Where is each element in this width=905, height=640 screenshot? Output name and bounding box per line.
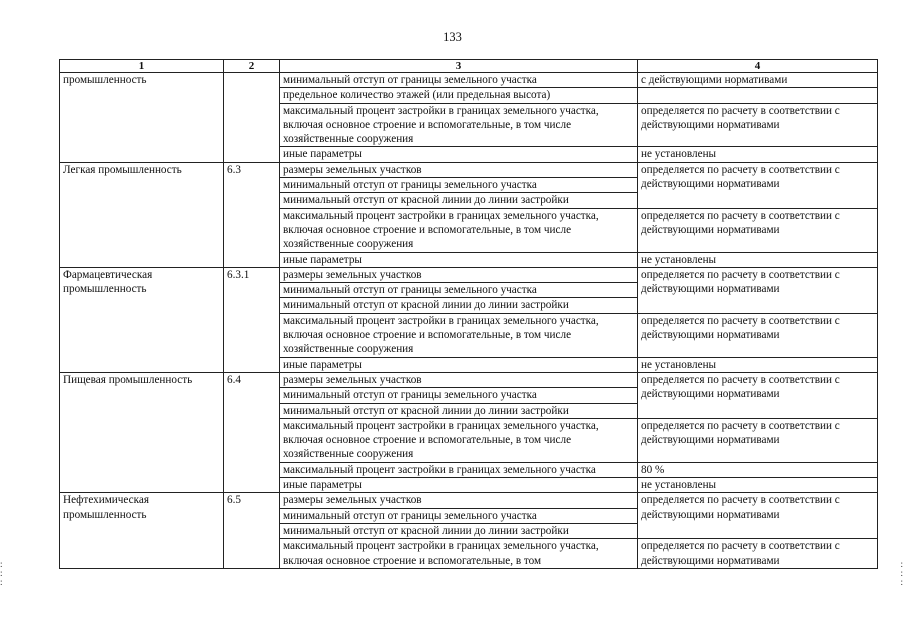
parameter-value: определяется по расчету в соответствии с действующими нормативами [638, 539, 878, 569]
parameter-name: минимальный отступ от границы земельного участка [280, 73, 638, 88]
land-use-code: 6.3 [224, 162, 280, 267]
parameter-name: максимальный процент застройки в границах земельного участка, включая основное строение и вспомогательные, в том [280, 539, 638, 569]
page-number: 133 [443, 30, 462, 44]
parameter-value: определяется по расчету в соответствии с действующими нормативами [638, 208, 878, 252]
parameter-name: иные параметры [280, 147, 638, 162]
parameter-name: минимальный отступ от границы земельного участка [280, 388, 638, 403]
parameter-name: минимальный отступ от границы земельного участка [280, 508, 638, 523]
land-use-code [224, 73, 280, 163]
parameter-value: определяется по расчету в соответствии с действующими нормативами [638, 313, 878, 357]
header-col-4: 4 [638, 60, 878, 73]
parameter-value: определяется по расчету в соответствии с действующими нормативами [638, 103, 878, 147]
table-row [60, 493, 878, 508]
table-row [60, 73, 878, 88]
scan-edge-mark-left: : : : [0, 559, 3, 587]
header-row [60, 60, 878, 73]
parameter-name: максимальный процент застройки в границах земельного участка, включая основное строение и вспомогательные, в том числе хозяйственные сооружения [280, 313, 638, 357]
parameter-name: иные параметры [280, 357, 638, 372]
header-col-3: 3 [280, 60, 638, 73]
parameter-value: не установлены [638, 147, 878, 162]
parameter-name: иные параметры [280, 478, 638, 493]
table-row [60, 162, 878, 177]
parameter-value: не установлены [638, 357, 878, 372]
parameter-value [638, 88, 878, 103]
parameter-value: 80 % [638, 462, 878, 477]
parameter-name: минимальный отступ от красной линии до линии застройки [280, 298, 638, 313]
parameter-value: с действующими нормативами [638, 73, 878, 88]
table-row [60, 267, 878, 282]
header-col-2: 2 [224, 60, 280, 73]
land-use-type: промышленность [60, 73, 224, 163]
parameter-name: минимальный отступ от границы земельного участка [280, 283, 638, 298]
parameter-name: минимальный отступ от красной линии до линии застройки [280, 193, 638, 208]
parameter-value: определяется по расчету в соответствии с действующими нормативами [638, 267, 878, 313]
land-use-type: Пищевая промышленность [60, 372, 224, 492]
land-use-parameters-table [59, 59, 878, 569]
parameter-value: не установлены [638, 252, 878, 267]
table-row [60, 372, 878, 387]
parameter-name: минимальный отступ от красной линии до линии застройки [280, 403, 638, 418]
parameter-name: размеры земельных участков [280, 162, 638, 177]
header-col-1: 1 [60, 60, 224, 73]
scan-edge-mark-right: : : : [900, 559, 903, 587]
parameter-value: определяется по расчету в соответствии с действующими нормативами [638, 162, 878, 208]
parameter-name: максимальный процент застройки в границах земельного участка, включая основное строение и вспомогательные, в том числе хозяйственные сооружения [280, 103, 638, 147]
land-use-type: Нефтехимическая промышленность [60, 493, 224, 568]
parameter-name: минимальный отступ от границы земельного участка [280, 178, 638, 193]
parameter-value: определяется по расчету в соответствии с действующими нормативами [638, 372, 878, 418]
land-use-type: Фармацевтическая промышленность [60, 267, 224, 372]
parameter-name: максимальный процент застройки в границах земельного участка [280, 462, 638, 477]
land-use-code: 6.3.1 [224, 267, 280, 372]
parameter-name: размеры земельных участков [280, 493, 638, 508]
parameter-name: минимальный отступ от красной линии до линии застройки [280, 523, 638, 538]
parameter-name: размеры земельных участков [280, 267, 638, 282]
parameter-value: определяется по расчету в соответствии с действующими нормативами [638, 493, 878, 539]
table-body [60, 73, 878, 569]
parameter-name: максимальный процент застройки в границах земельного участка, включая основное строение и вспомогательные, в том числе хозяйственные сооружения [280, 208, 638, 252]
parameter-name: иные параметры [280, 252, 638, 267]
land-use-code: 6.5 [224, 493, 280, 568]
parameter-name: предельное количество этажей (или предельная высота) [280, 88, 638, 103]
parameter-name: размеры земельных участков [280, 372, 638, 387]
land-use-code: 6.4 [224, 372, 280, 492]
parameter-value: не установлены [638, 478, 878, 493]
land-use-type: Легкая промышленность [60, 162, 224, 267]
parameter-name: максимальный процент застройки в границах земельного участка, включая основное строение и вспомогательные, в том числе хозяйственные сооружения [280, 418, 638, 462]
parameter-value: определяется по расчету в соответствии с действующими нормативами [638, 418, 878, 462]
